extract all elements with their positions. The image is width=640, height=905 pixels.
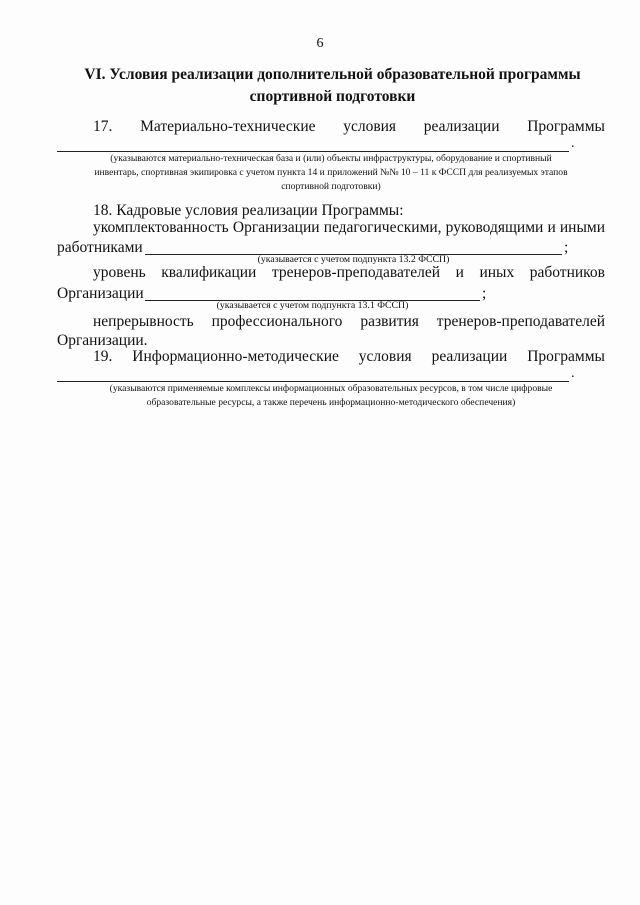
item-19-note (57, 382, 605, 410)
item-19-note-line-2: образовательные ресурсы, а также перечень информационно-методического обеспечения) (146, 397, 516, 408)
item-17-word: условия (343, 118, 397, 135)
item-17-word: реализации (423, 118, 500, 135)
qualification-note: (указывается с учетом подпункта 13.1 ФССП) (216, 300, 409, 311)
qualification-word: квалификации (161, 264, 257, 281)
item-17-note-line-2: инвентарь, спортивная экипировка с учетом пункта 14 и приложений №№ 10 – 11 к ФССП для реализуемых этапов (94, 167, 568, 178)
item-19-word: условия (358, 348, 412, 365)
item-19-word: реализации (431, 348, 508, 365)
staffing-word: укомплектованность (93, 219, 229, 236)
item-17-note-line-3: спортивной подготовки) (281, 181, 381, 192)
item-17-word: Программы (527, 118, 605, 135)
continuity-cont: Организации. (57, 332, 148, 349)
item-17-end-mark: . (571, 136, 575, 151)
section-heading-line-1: VI. Условия реализации дополнительной образовательной программы (84, 66, 581, 83)
staffing-line (93, 219, 605, 237)
staffing-end-mark: ; (564, 239, 569, 256)
staffing-note: (указывается с учетом подпункта 13.2 ФССП) (257, 254, 450, 265)
staffing-word: педагогическими, (323, 219, 442, 236)
item-19-line (93, 348, 605, 366)
staffing-cont: работниками (57, 239, 143, 256)
qualification-word: и (455, 264, 464, 281)
item-19-word: Информационно-методические (132, 348, 339, 365)
continuity-word: развития (360, 313, 419, 330)
qualification-cont: Организации (57, 285, 144, 302)
qualification-word: работников (529, 264, 605, 281)
item-19-end-mark: . (571, 366, 575, 381)
item-17-line (93, 118, 605, 136)
staffing-word: и (547, 219, 556, 236)
page-number: 6 (316, 36, 324, 51)
continuity-word: непрерывность (93, 313, 194, 330)
item-17-word: Материально-технические (140, 118, 316, 135)
staffing-word: иными (559, 219, 605, 236)
staffing-word: Организации (232, 219, 320, 236)
qualification-word: уровень (93, 264, 146, 281)
item-19-note-line-1: (указываются применяемые комплексы информационных образовательных ресурсов, в том числе цифровые (109, 383, 553, 394)
continuity-word: профессионального (211, 313, 343, 330)
item-17-note (57, 152, 605, 194)
section-heading-line-2: спортивной подготовки (249, 88, 416, 105)
item-19-word: 19. (93, 348, 113, 365)
continuity-line (93, 313, 605, 331)
section-heading (60, 64, 605, 108)
item-18-title: 18. Кадровые условия реализации Программы: (93, 202, 404, 219)
qualification-word: тренеров-преподавателей (271, 264, 441, 281)
qualification-word: иных (479, 264, 515, 281)
continuity-word: тренеров-преподавателей (436, 313, 605, 330)
staffing-word: руководящими (445, 219, 544, 236)
item-17-note-line-1: (указываются материально-техническая база и (или) объекты инфраструктуры, оборудование и спортивный (110, 153, 552, 164)
qualification-end-mark: ; (482, 285, 487, 302)
item-17-word: 17. (93, 118, 113, 135)
qualification-line (93, 264, 605, 282)
item-19-word: Программы (527, 348, 605, 365)
